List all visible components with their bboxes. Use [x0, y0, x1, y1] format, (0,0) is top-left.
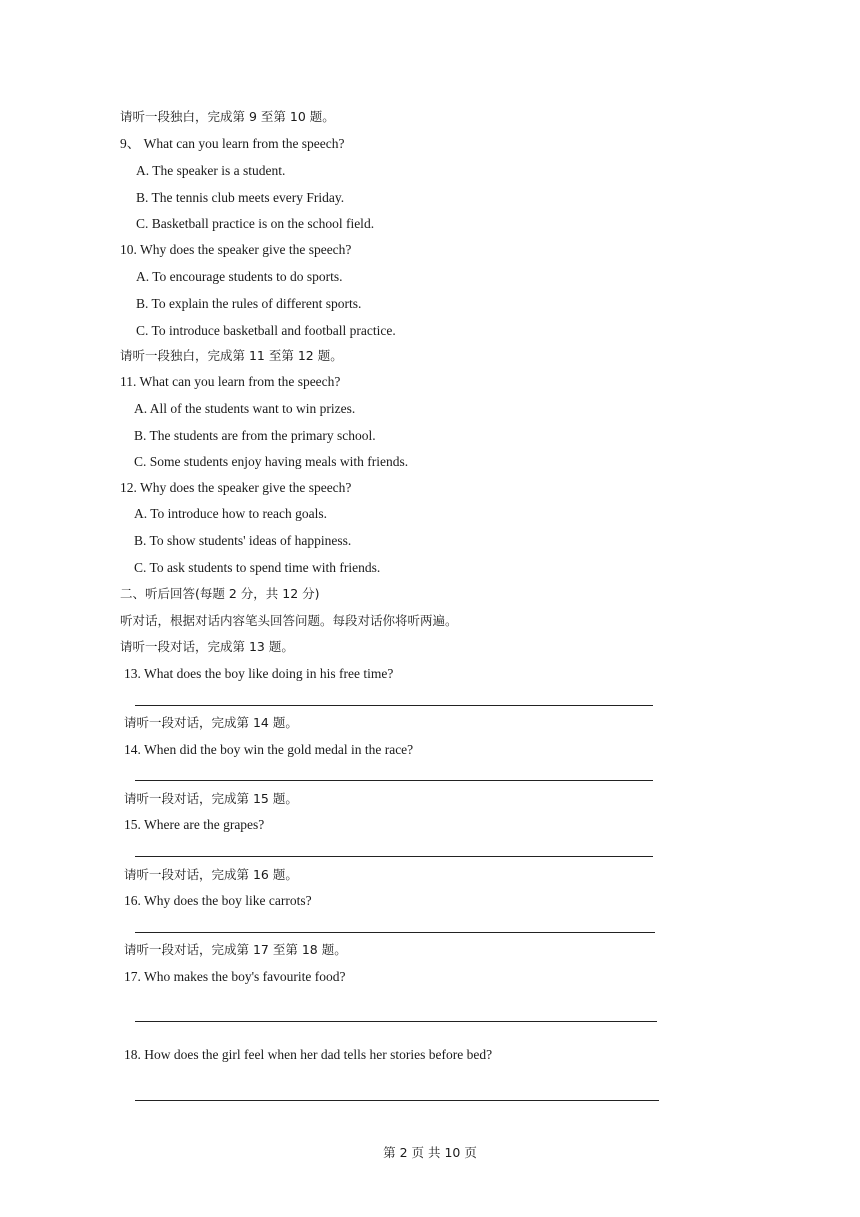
question-17: 17. Who makes the boy's favourite food?: [124, 969, 346, 984]
answer-line-18[interactable]: [135, 1100, 659, 1101]
option-9b: B. The tennis club meets every Friday.: [136, 190, 345, 205]
instruction-14: 请听一段对话，完成第 14 题。: [124, 715, 298, 730]
instruction-16: 请听一段对话，完成第 16 题。: [124, 867, 298, 882]
option-12b: B. To show students' ideas of happiness.: [134, 533, 352, 548]
question-15: 15. Where are the grapes?: [124, 817, 265, 832]
option-12c: C. To ask students to spend time with friends.: [134, 560, 381, 575]
option-9c: C. Basketball practice is on the school field.: [136, 216, 375, 231]
question-13: 13. What does the boy like doing in his free time?: [124, 666, 394, 681]
question-18: 18. How does the girl feel when her dad tells her stories before bed?: [124, 1047, 493, 1062]
option-11c: C. Some students enjoy having meals with friends.: [134, 454, 409, 469]
option-11a: A. All of the students want to win prizes.: [134, 401, 356, 416]
option-10b: B. To explain the rules of different sports.: [136, 296, 362, 311]
section-2-heading: 二、听后回答(每题 2 分，共 12 分): [120, 586, 320, 601]
question-11: 11. What can you learn from the speech?: [120, 374, 341, 389]
question-14: 14. When did the boy win the gold medal in the race?: [124, 742, 414, 757]
option-9a: A. The speaker is a student.: [136, 163, 286, 178]
instruction-17-18: 请听一段对话，完成第 17 至第 18 题。: [124, 942, 347, 957]
instruction-15: 请听一段对话，完成第 15 题。: [124, 791, 298, 806]
option-12a: A. To introduce how to reach goals.: [134, 506, 328, 521]
option-10a: A. To encourage students to do sports.: [136, 269, 343, 284]
option-11b: B. The students are from the primary school.: [134, 428, 376, 443]
answer-line-14[interactable]: [135, 780, 653, 781]
answer-line-17[interactable]: [135, 1021, 657, 1022]
answer-line-16[interactable]: [135, 932, 655, 933]
answer-line-13[interactable]: [135, 705, 653, 706]
page-number: 第 2 页 共 10 页: [383, 1145, 477, 1160]
question-16: 16. Why does the boy like carrots?: [124, 893, 312, 908]
instruction-13: 请听一段对话，完成第 13 题。: [120, 639, 294, 654]
question-9: 9、 What can you learn from the speech?: [120, 136, 345, 151]
instruction-11-12: 请听一段独白，完成第 11 至第 12 题。: [120, 348, 343, 363]
instruction-9-10: 请听一段独白，完成第 9 至第 10 题。: [120, 109, 335, 124]
section-2-directions: 听对话，根据对话内容笔头回答问题。每段对话你将听两遍。: [120, 613, 458, 628]
option-10c: C. To introduce basketball and football practice.: [136, 323, 396, 338]
question-10: 10. Why does the speaker give the speech?: [120, 242, 352, 257]
answer-line-15[interactable]: [135, 856, 653, 857]
question-12: 12. Why does the speaker give the speech?: [120, 480, 352, 495]
